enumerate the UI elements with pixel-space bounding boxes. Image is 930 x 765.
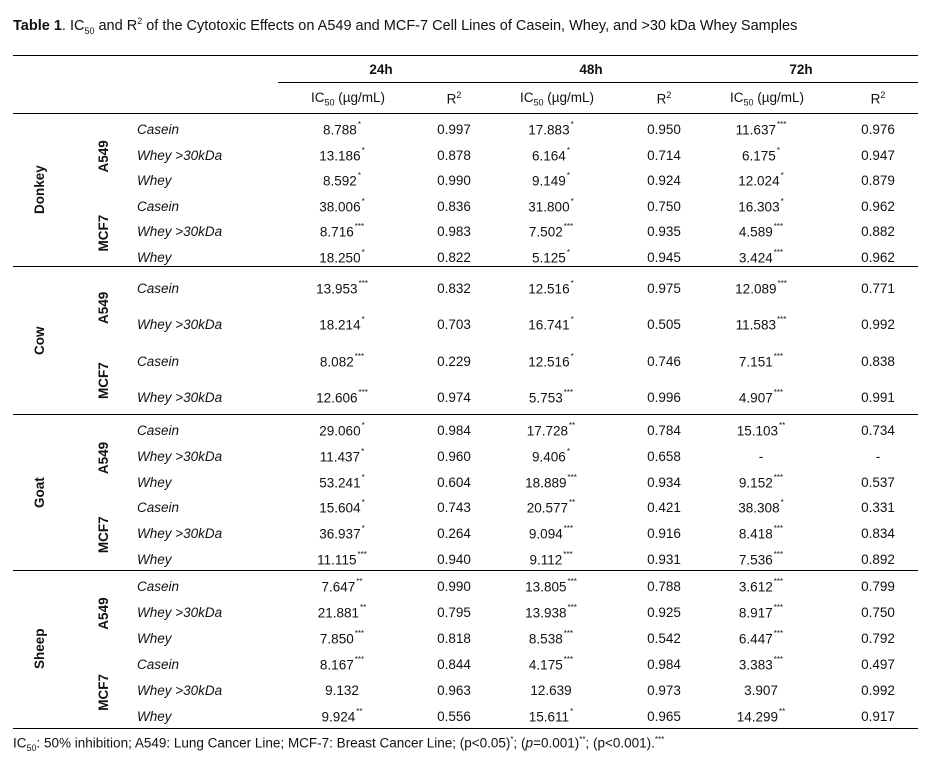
r2-value: 0.973 xyxy=(647,683,681,699)
r2-value: 0.935 xyxy=(647,224,681,240)
ic50-value: 13.805*** xyxy=(525,577,577,595)
header-time-24h: 24h xyxy=(369,62,393,77)
sample-name: Casein xyxy=(137,353,180,369)
r2-value: 0.991 xyxy=(861,390,895,406)
top-rule xyxy=(13,55,918,56)
cell-line-label: A549 xyxy=(96,291,111,324)
r2-value: 0.838 xyxy=(861,353,895,369)
r2-value: 0.734 xyxy=(861,423,895,439)
significance-mark: * xyxy=(566,145,570,155)
significance-mark: *** xyxy=(358,278,368,288)
r2-value: 0.832 xyxy=(437,280,471,296)
group-divider xyxy=(13,266,918,267)
ic50-value: 21.881** xyxy=(317,603,367,621)
r2-value: 0.714 xyxy=(647,147,681,163)
r2-value: 0.799 xyxy=(861,579,895,595)
ic50-value: 9.152*** xyxy=(738,472,784,491)
r2-value: 0.604 xyxy=(437,474,471,490)
significance-mark: * xyxy=(566,247,570,257)
species-label: Sheep xyxy=(32,628,47,670)
significance-mark: ** xyxy=(356,706,363,716)
r2-value: 0.229 xyxy=(437,353,471,369)
sample-name: Whey >30kDa xyxy=(137,449,223,465)
ic50-value: 12.639 xyxy=(530,683,572,699)
r2-value: 0.658 xyxy=(647,449,681,465)
header-r2: $R^2$ xyxy=(656,90,672,107)
ic50-value: 14.299** xyxy=(736,706,786,725)
sample-name: Whey xyxy=(137,249,172,265)
r2-value: 0.421 xyxy=(647,500,681,516)
ic50-value: 7.850*** xyxy=(319,629,365,647)
group-divider xyxy=(13,570,918,571)
r2-value: 0.997 xyxy=(437,122,471,138)
header-ic50: $IC_{50}$ (µg/mL) xyxy=(729,90,805,108)
r2-value: 0.792 xyxy=(861,631,895,647)
species-label: Goat xyxy=(32,477,47,508)
ic50-value: 12.024* xyxy=(738,171,784,189)
significance-mark: *** xyxy=(773,524,784,534)
significance-mark: * xyxy=(570,315,574,325)
significance-mark: * xyxy=(570,278,574,288)
r2-value: 0.992 xyxy=(861,317,895,333)
ic50-value: 15.103** xyxy=(736,421,786,439)
sample-name: Casein xyxy=(137,579,180,595)
significance-mark: * xyxy=(570,196,574,206)
r2-value: 0.960 xyxy=(437,449,471,465)
r2-value: 0.947 xyxy=(861,147,895,163)
ic50-value: 11.583*** xyxy=(735,315,787,333)
r2-value: 0.750 xyxy=(861,605,895,621)
r2-value: 0.924 xyxy=(647,173,681,189)
significance-mark: *** xyxy=(567,472,577,482)
significance-mark: * xyxy=(361,315,365,325)
r2-value: 0.795 xyxy=(437,605,471,621)
r2-value: 0.537 xyxy=(861,474,895,490)
significance-mark: * xyxy=(361,196,365,206)
sample-name: Casein xyxy=(137,500,180,516)
sample-name: Whey xyxy=(137,708,172,724)
significance-mark: * xyxy=(357,120,361,130)
ic50-value: 38.308* xyxy=(738,498,784,516)
significance-mark: ** xyxy=(569,498,576,508)
table-title: . $IC_{50}$ and $R^2$ of the Cytotoxic Effects on A549 and MCF-7 Cell Lines of Casein, Whey, and >30 kDa Whey Samples xyxy=(61,16,798,36)
significance-mark: *** xyxy=(567,603,577,613)
significance-mark: * xyxy=(361,524,365,534)
table-caption xyxy=(13,12,918,41)
r2-value: 0.945 xyxy=(647,249,681,265)
ic50-value: 13.938*** xyxy=(525,603,577,621)
group-divider xyxy=(13,414,918,415)
species-label: Cow xyxy=(32,326,47,355)
r2-value: 0.818 xyxy=(437,631,471,647)
ic50-value: 8.592* xyxy=(323,171,361,189)
significance-mark: * xyxy=(570,706,574,716)
sample-name: Whey xyxy=(137,173,172,189)
r2-value: 0.992 xyxy=(861,683,895,699)
significance-mark: *** xyxy=(773,655,784,665)
r2-value: 0.497 xyxy=(861,657,895,673)
significance-mark: * xyxy=(361,247,365,257)
ic50-value: 11.637*** xyxy=(735,120,787,138)
r2-value: 0.703 xyxy=(437,317,471,333)
ic50-value: 7.536*** xyxy=(738,549,784,568)
significance-mark: *** xyxy=(773,351,784,361)
ic50-value: 17.728** xyxy=(526,421,576,439)
cell-line-label: A549 xyxy=(96,140,111,173)
sample-name: Whey >30kDa xyxy=(137,317,223,333)
sample-name: Whey xyxy=(137,474,172,490)
significance-mark: * xyxy=(361,498,365,508)
significance-mark: * xyxy=(361,145,365,155)
r2-value: 0.331 xyxy=(861,500,895,516)
r2-value: 0.844 xyxy=(437,657,471,673)
significance-mark: *** xyxy=(563,388,574,398)
ic50-value: 15.611* xyxy=(528,706,574,725)
time-header-rule xyxy=(278,82,918,83)
ic50-value: 16.741* xyxy=(528,315,574,333)
significance-mark: *** xyxy=(773,629,784,639)
ic50-value: 5.125* xyxy=(532,247,570,266)
ic50-value: 3.424*** xyxy=(738,247,784,266)
cell-line-label: MCF7 xyxy=(96,673,111,710)
significance-mark: ** xyxy=(779,421,786,431)
significance-mark: *** xyxy=(563,629,574,639)
header-r2: $R^2$ xyxy=(870,90,886,107)
ic50-value: 9.132 xyxy=(325,683,359,699)
sample-name: Casein xyxy=(137,280,180,296)
significance-mark: *** xyxy=(773,472,784,482)
sample-name: Casein xyxy=(137,657,180,673)
ic50-value: 53.241* xyxy=(319,472,365,491)
ic50-value: 8.167*** xyxy=(319,655,365,673)
significance-mark: *** xyxy=(776,120,787,130)
ic50-value: 15.604* xyxy=(319,498,365,516)
r2-value: 0.542 xyxy=(647,631,681,647)
sample-name: Casein xyxy=(137,423,180,439)
r2-value: 0.788 xyxy=(647,579,681,595)
ic50-value: 11.115*** xyxy=(317,549,367,568)
r2-value: 0.974 xyxy=(437,390,471,406)
r2-value: 0.892 xyxy=(861,551,895,567)
r2-value: 0.917 xyxy=(861,708,895,724)
cell-line-label: MCF7 xyxy=(96,214,111,252)
ic50-value: 13.953*** xyxy=(316,278,368,297)
species-label: Donkey xyxy=(32,165,47,215)
ic50-value: 36.937* xyxy=(319,524,365,542)
cell-line-label: A549 xyxy=(96,597,111,630)
r2-value: 0.746 xyxy=(647,353,681,369)
significance-mark: ** xyxy=(360,603,367,613)
r2-value: 0.975 xyxy=(647,280,681,296)
ic50-value: 8.788* xyxy=(323,120,361,138)
ic50-value: 7.502*** xyxy=(528,222,574,240)
ic50-value: 4.589*** xyxy=(738,222,784,240)
significance-mark: * xyxy=(566,171,570,181)
r2-value: 0.925 xyxy=(647,605,681,621)
significance-mark: *** xyxy=(773,603,784,613)
r2-value: 0.984 xyxy=(437,423,471,439)
r2-value: 0.264 xyxy=(437,526,471,542)
r2-value: 0.750 xyxy=(647,198,681,214)
r2-value: 0.784 xyxy=(647,423,681,439)
significance-mark: * xyxy=(780,498,784,508)
header-bottom-rule xyxy=(13,113,918,114)
r2-value: 0.822 xyxy=(437,249,471,265)
significance-mark: *** xyxy=(358,388,368,398)
r2-value: 0.990 xyxy=(437,579,471,595)
r2-value: 0.743 xyxy=(437,500,471,516)
cell-line-label: MCF7 xyxy=(96,516,111,554)
ic50-value: 8.917*** xyxy=(738,603,784,621)
significance-mark: *** xyxy=(773,247,784,257)
r2-value: 0.934 xyxy=(647,474,681,490)
r2-value: 0.976 xyxy=(861,122,895,138)
significance-mark: *** xyxy=(354,629,365,639)
r2-value: 0.771 xyxy=(861,280,895,296)
ic50-value: 18.889*** xyxy=(525,472,577,491)
ic50-value: 4.907*** xyxy=(738,388,784,406)
significance-mark: *** xyxy=(773,549,784,559)
header-r2: $R^2$ xyxy=(446,90,462,107)
ic50-value: - xyxy=(758,449,764,465)
r2-value: 0.983 xyxy=(437,224,471,240)
significance-mark: * xyxy=(570,351,574,361)
ic50-value: 9.094*** xyxy=(528,524,574,542)
table-footnote: $IC_{50}$: 50% inhibition; A549: Lung Cancer Line; MCF-7: Breast Cancer Line; (p<0.05)*; (p=0.001)**; (p<0.001).*** xyxy=(13,735,665,754)
header-time-48h: 48h xyxy=(579,62,603,77)
sample-name: Casein xyxy=(137,198,180,214)
r2-value: 0.878 xyxy=(437,147,471,163)
ic50-value: 17.883* xyxy=(528,120,574,138)
significance-mark: *** xyxy=(773,222,784,232)
r2-value: 0.963 xyxy=(437,683,471,699)
header-ic50: $IC_{50}$ (µg/mL) xyxy=(519,90,595,108)
sample-name: Whey >30kDa xyxy=(137,224,223,240)
table-label: Table 1 xyxy=(13,17,62,34)
ic50-value: 12.516* xyxy=(528,351,574,370)
ic50-value: 8.716*** xyxy=(319,222,365,240)
ic50-value: 3.612*** xyxy=(738,577,784,595)
bottom-rule xyxy=(13,728,918,729)
significance-mark: ** xyxy=(779,706,786,716)
significance-mark: * xyxy=(566,447,570,457)
ic50-value: 6.164* xyxy=(532,145,570,164)
ic50-value: 9.406* xyxy=(532,447,570,465)
r2-value: 0.834 xyxy=(861,526,895,542)
r2-value: 0.962 xyxy=(861,198,895,214)
significance-mark: * xyxy=(361,472,365,482)
significance-mark: *** xyxy=(354,351,365,361)
r2-value: 0.990 xyxy=(437,173,471,189)
r2-value: 0.962 xyxy=(861,249,895,265)
ic50-value: 11.437* xyxy=(319,447,365,465)
significance-mark: *** xyxy=(776,315,787,325)
r2-value: 0.931 xyxy=(647,551,681,567)
ic50-value: 12.089*** xyxy=(735,278,787,297)
r2-value: 0.556 xyxy=(437,708,471,724)
sample-name: Whey xyxy=(137,631,172,647)
significance-mark: *** xyxy=(563,549,573,559)
sample-name: Whey >30kDa xyxy=(137,147,223,163)
ic50-value: 8.082*** xyxy=(319,351,365,370)
ic50-value: 9.149* xyxy=(532,171,570,189)
significance-mark: * xyxy=(776,145,780,155)
ic50-value: 5.753*** xyxy=(528,388,574,406)
sample-name: Whey >30kDa xyxy=(137,526,223,542)
significance-mark: * xyxy=(780,171,784,181)
significance-mark: ** xyxy=(356,577,363,587)
ic50-value: 9.924** xyxy=(321,706,363,725)
cell-line-label: A549 xyxy=(96,441,111,474)
significance-mark: * xyxy=(361,421,365,431)
sample-name: Casein xyxy=(137,122,180,138)
r2-value: 0.965 xyxy=(647,708,681,724)
header-ic50: $IC_{50}$ (µg/mL) xyxy=(310,90,386,108)
ic50-value: 12.516* xyxy=(528,278,574,297)
significance-mark: * xyxy=(357,171,361,181)
significance-mark: *** xyxy=(563,222,574,232)
significance-mark: *** xyxy=(777,278,787,288)
r2-value: 0.916 xyxy=(647,526,681,542)
significance-mark: *** xyxy=(354,655,365,665)
ic50-value: 13.186* xyxy=(319,145,365,164)
sample-name: Whey xyxy=(137,551,172,567)
ic50-value: 4.175*** xyxy=(528,655,574,673)
ic50-value: 18.250* xyxy=(319,247,365,266)
significance-mark: * xyxy=(780,196,784,206)
significance-mark: *** xyxy=(567,577,577,587)
r2-value: 0.984 xyxy=(647,657,681,673)
header-time-72h: 72h xyxy=(789,62,813,77)
ic50-value: 9.112*** xyxy=(529,549,573,568)
r2-value: 0.940 xyxy=(437,551,471,567)
r2-value: 0.996 xyxy=(647,390,681,406)
ic50-value: 8.418*** xyxy=(738,524,784,542)
r2-value: 0.950 xyxy=(647,122,681,138)
ic50-value: 7.151*** xyxy=(738,351,784,370)
ic50-value: 31.800* xyxy=(528,196,574,215)
ic50-value: 6.175* xyxy=(742,145,780,164)
significance-mark: *** xyxy=(563,524,574,534)
sample-name: Whey >30kDa xyxy=(137,683,223,699)
significance-mark: *** xyxy=(773,577,784,587)
ic50-value: 18.214* xyxy=(319,315,365,333)
sample-name: Whey >30kDa xyxy=(137,390,223,406)
ic50-value: 29.060* xyxy=(319,421,365,439)
ic50-value: 3.383*** xyxy=(738,655,784,673)
sample-name: Whey >30kDa xyxy=(137,605,223,621)
significance-mark: *** xyxy=(357,549,367,559)
significance-mark: * xyxy=(361,447,365,457)
ic50-value: 20.577** xyxy=(526,498,576,516)
r2-value: 0.836 xyxy=(437,198,471,214)
ic50-value: 7.647** xyxy=(321,577,363,595)
ic50-value: 12.606*** xyxy=(316,388,368,406)
r2-value: 0.505 xyxy=(647,317,681,333)
ic50-value: 8.538*** xyxy=(528,629,574,647)
r2-value: - xyxy=(875,449,881,465)
significance-mark: *** xyxy=(773,388,784,398)
ic50-value: 3.907 xyxy=(744,683,778,699)
ic50-value: 38.006* xyxy=(319,196,365,215)
significance-mark: ** xyxy=(569,421,576,431)
cell-line-label: MCF7 xyxy=(96,362,111,399)
significance-mark: * xyxy=(570,120,574,130)
ic50-value: 6.447*** xyxy=(738,629,784,647)
r2-value: 0.882 xyxy=(861,224,895,240)
r2-value: 0.879 xyxy=(861,173,895,189)
significance-mark: *** xyxy=(354,222,365,232)
significance-mark: *** xyxy=(563,655,574,665)
ic50-value: 16.303* xyxy=(738,196,784,215)
